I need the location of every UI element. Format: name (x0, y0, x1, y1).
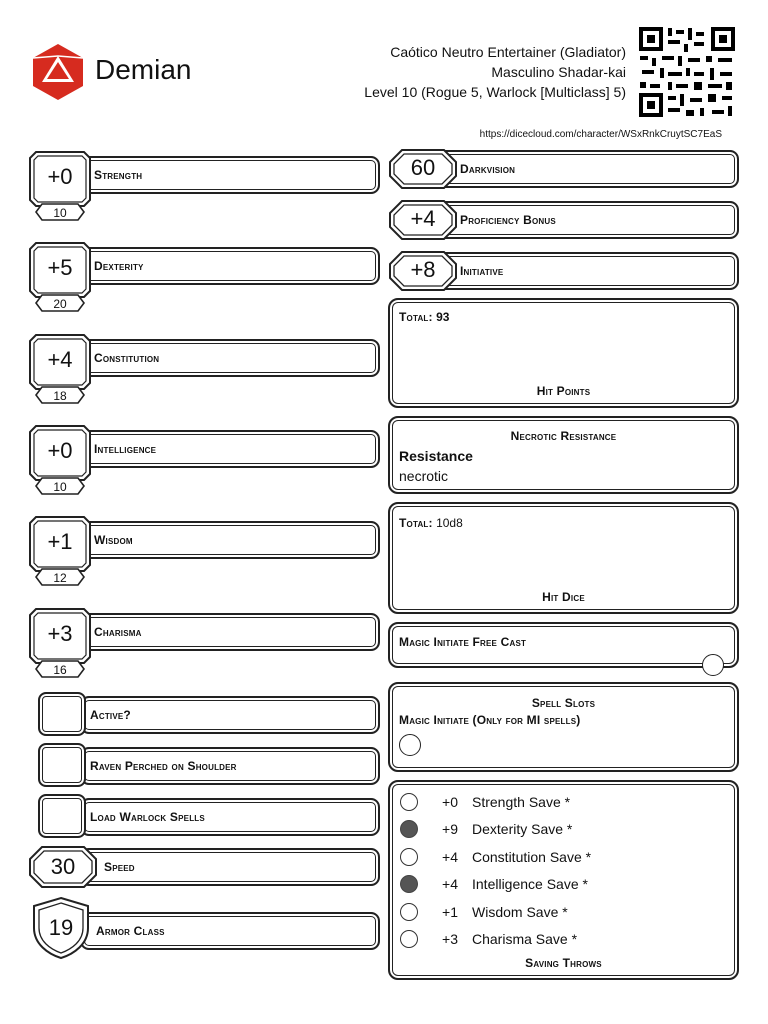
speed-strip (80, 848, 380, 886)
save-name: Constitution Save * (472, 848, 592, 865)
right-stat-strip (436, 150, 739, 188)
save-name: Wisdom Save * (472, 903, 568, 920)
ability-strip (80, 339, 380, 377)
saving-throw-row (400, 872, 588, 896)
ability-modifier: +1 (47, 529, 73, 555)
character-name: Demian (95, 54, 192, 85)
header-line-2: Masculino Shadar-kai (491, 64, 626, 80)
necrotic-resistance-box (388, 416, 739, 494)
save-name: Dexterity Save * (472, 821, 573, 838)
toggle-strip (80, 798, 380, 836)
spell-slots-title: Spell Slots (531, 696, 596, 710)
ability-strip (80, 156, 380, 194)
hit-dice-total-value: 10d8 (436, 516, 463, 530)
armor-class-label: Armor Class (96, 924, 165, 938)
ability-score: 20 (53, 297, 67, 312)
toggle-strip (80, 696, 380, 734)
saving-throw-row (400, 817, 572, 841)
proficiency-icon[interactable] (400, 903, 418, 921)
ability-name: Constitution (94, 350, 160, 365)
save-bonus: +1 (442, 903, 458, 920)
proficiency-icon[interactable] (400, 793, 418, 811)
proficiency-icon[interactable] (400, 848, 418, 866)
header-line-1: Caótico Neutro Entertainer (Gladiator) (390, 44, 626, 60)
toggle-label: Load Warlock Spells (90, 810, 205, 824)
hit-dice-total-label: Total: (399, 516, 433, 530)
hit-points-box (388, 298, 739, 408)
toggle-label: Active? (90, 708, 131, 722)
necrotic-title: Necrotic Resistance (510, 429, 617, 443)
right-stat-strip (436, 201, 739, 239)
save-bonus: +4 (442, 848, 458, 865)
ability-name: Wisdom (94, 533, 133, 548)
speed-label: Speed (104, 860, 135, 874)
ability-modifier: +0 (47, 164, 73, 189)
toggle-checkbox[interactable] (38, 692, 86, 736)
ability-score: 10 (53, 206, 67, 220)
right-stat-value: +4 (410, 206, 436, 231)
header-line-3: Level 10 (Rogue 5, Warlock [Multiclass] 5) (364, 84, 626, 100)
qr-code-icon (638, 26, 736, 118)
necrotic-line-1: Resistance (399, 448, 473, 464)
ability-strip (80, 430, 380, 468)
logo (30, 42, 86, 102)
ability-strip (80, 521, 380, 559)
ability-score: 12 (53, 571, 67, 586)
character-url[interactable]: https://dicecloud.com/character/WSxRnkCruytSC7EaS (479, 129, 722, 140)
save-name: Charisma Save * (472, 931, 578, 947)
proficiency-icon[interactable] (400, 875, 418, 893)
armor-class-value: 19 (48, 915, 74, 940)
save-name: Strength Save * (472, 794, 571, 810)
proficiency-icon[interactable] (400, 930, 418, 948)
right-stat-value: +8 (410, 257, 436, 282)
right-stat-label: Initiative (460, 264, 504, 278)
saving-throw-row (400, 790, 570, 814)
right-stat-value: 60 (410, 155, 436, 180)
saving-throw-row (400, 927, 577, 951)
spell-slots-sub: Magic Initiate (Only for MI spells) (399, 713, 581, 727)
ability-modifier: +0 (47, 437, 73, 463)
ability-strip (80, 613, 380, 651)
right-stat-strip (436, 252, 739, 290)
save-bonus: +4 (442, 876, 458, 893)
free-cast-box (388, 622, 739, 668)
ability-name: Intelligence (94, 441, 157, 456)
ability-score: 18 (53, 388, 67, 403)
ability-modifier: +4 (47, 346, 73, 372)
ability-name: Strength (94, 168, 143, 182)
free-cast-label: Magic Initiate Free Cast (399, 635, 527, 649)
free-cast-checkbox[interactable] (702, 654, 724, 676)
hp-total-label: Total: (399, 310, 433, 324)
hit-dice-label: Hit Dice (542, 590, 585, 604)
ability-modifier: +3 (47, 620, 73, 646)
ability-name: Dexterity (94, 259, 144, 274)
save-bonus: +3 (442, 931, 458, 947)
hp-total-value: 93 (436, 310, 450, 324)
hit-dice-total-row (399, 516, 463, 530)
toggle-label: Raven Perched on Shoulder (90, 759, 237, 773)
toggle-checkbox[interactable] (38, 794, 86, 838)
hp-total-row (399, 310, 449, 324)
ability-name: Charisma (94, 624, 142, 639)
hit-dice-box (388, 502, 739, 614)
spell-slot-checkbox[interactable] (399, 734, 421, 756)
saving-throw-row (400, 845, 591, 869)
right-stat-label: Proficiency Bonus (460, 213, 556, 227)
ability-strip (80, 247, 380, 285)
saving-throws-title: Saving Throws (525, 956, 602, 970)
saving-throw-row (400, 900, 568, 924)
hit-points-label: Hit Points (536, 384, 591, 398)
spell-slots-box (388, 682, 739, 772)
armor-class-strip (80, 912, 380, 950)
toggle-strip (80, 747, 380, 785)
qr-code[interactable] (638, 26, 736, 118)
save-name: Intelligence Save * (472, 876, 588, 893)
d20-icon (30, 42, 86, 102)
toggle-checkbox[interactable] (38, 743, 86, 787)
necrotic-line-2: necrotic (399, 468, 449, 484)
ability-score: 16 (53, 662, 67, 677)
save-bonus: +9 (442, 821, 458, 838)
proficiency-icon[interactable] (400, 820, 418, 838)
save-bonus: +0 (442, 794, 458, 810)
right-stat-label: Darkvision (460, 162, 516, 176)
ability-modifier: +5 (47, 255, 73, 281)
ability-score: 10 (53, 479, 67, 494)
speed-value: 30 (50, 854, 76, 879)
